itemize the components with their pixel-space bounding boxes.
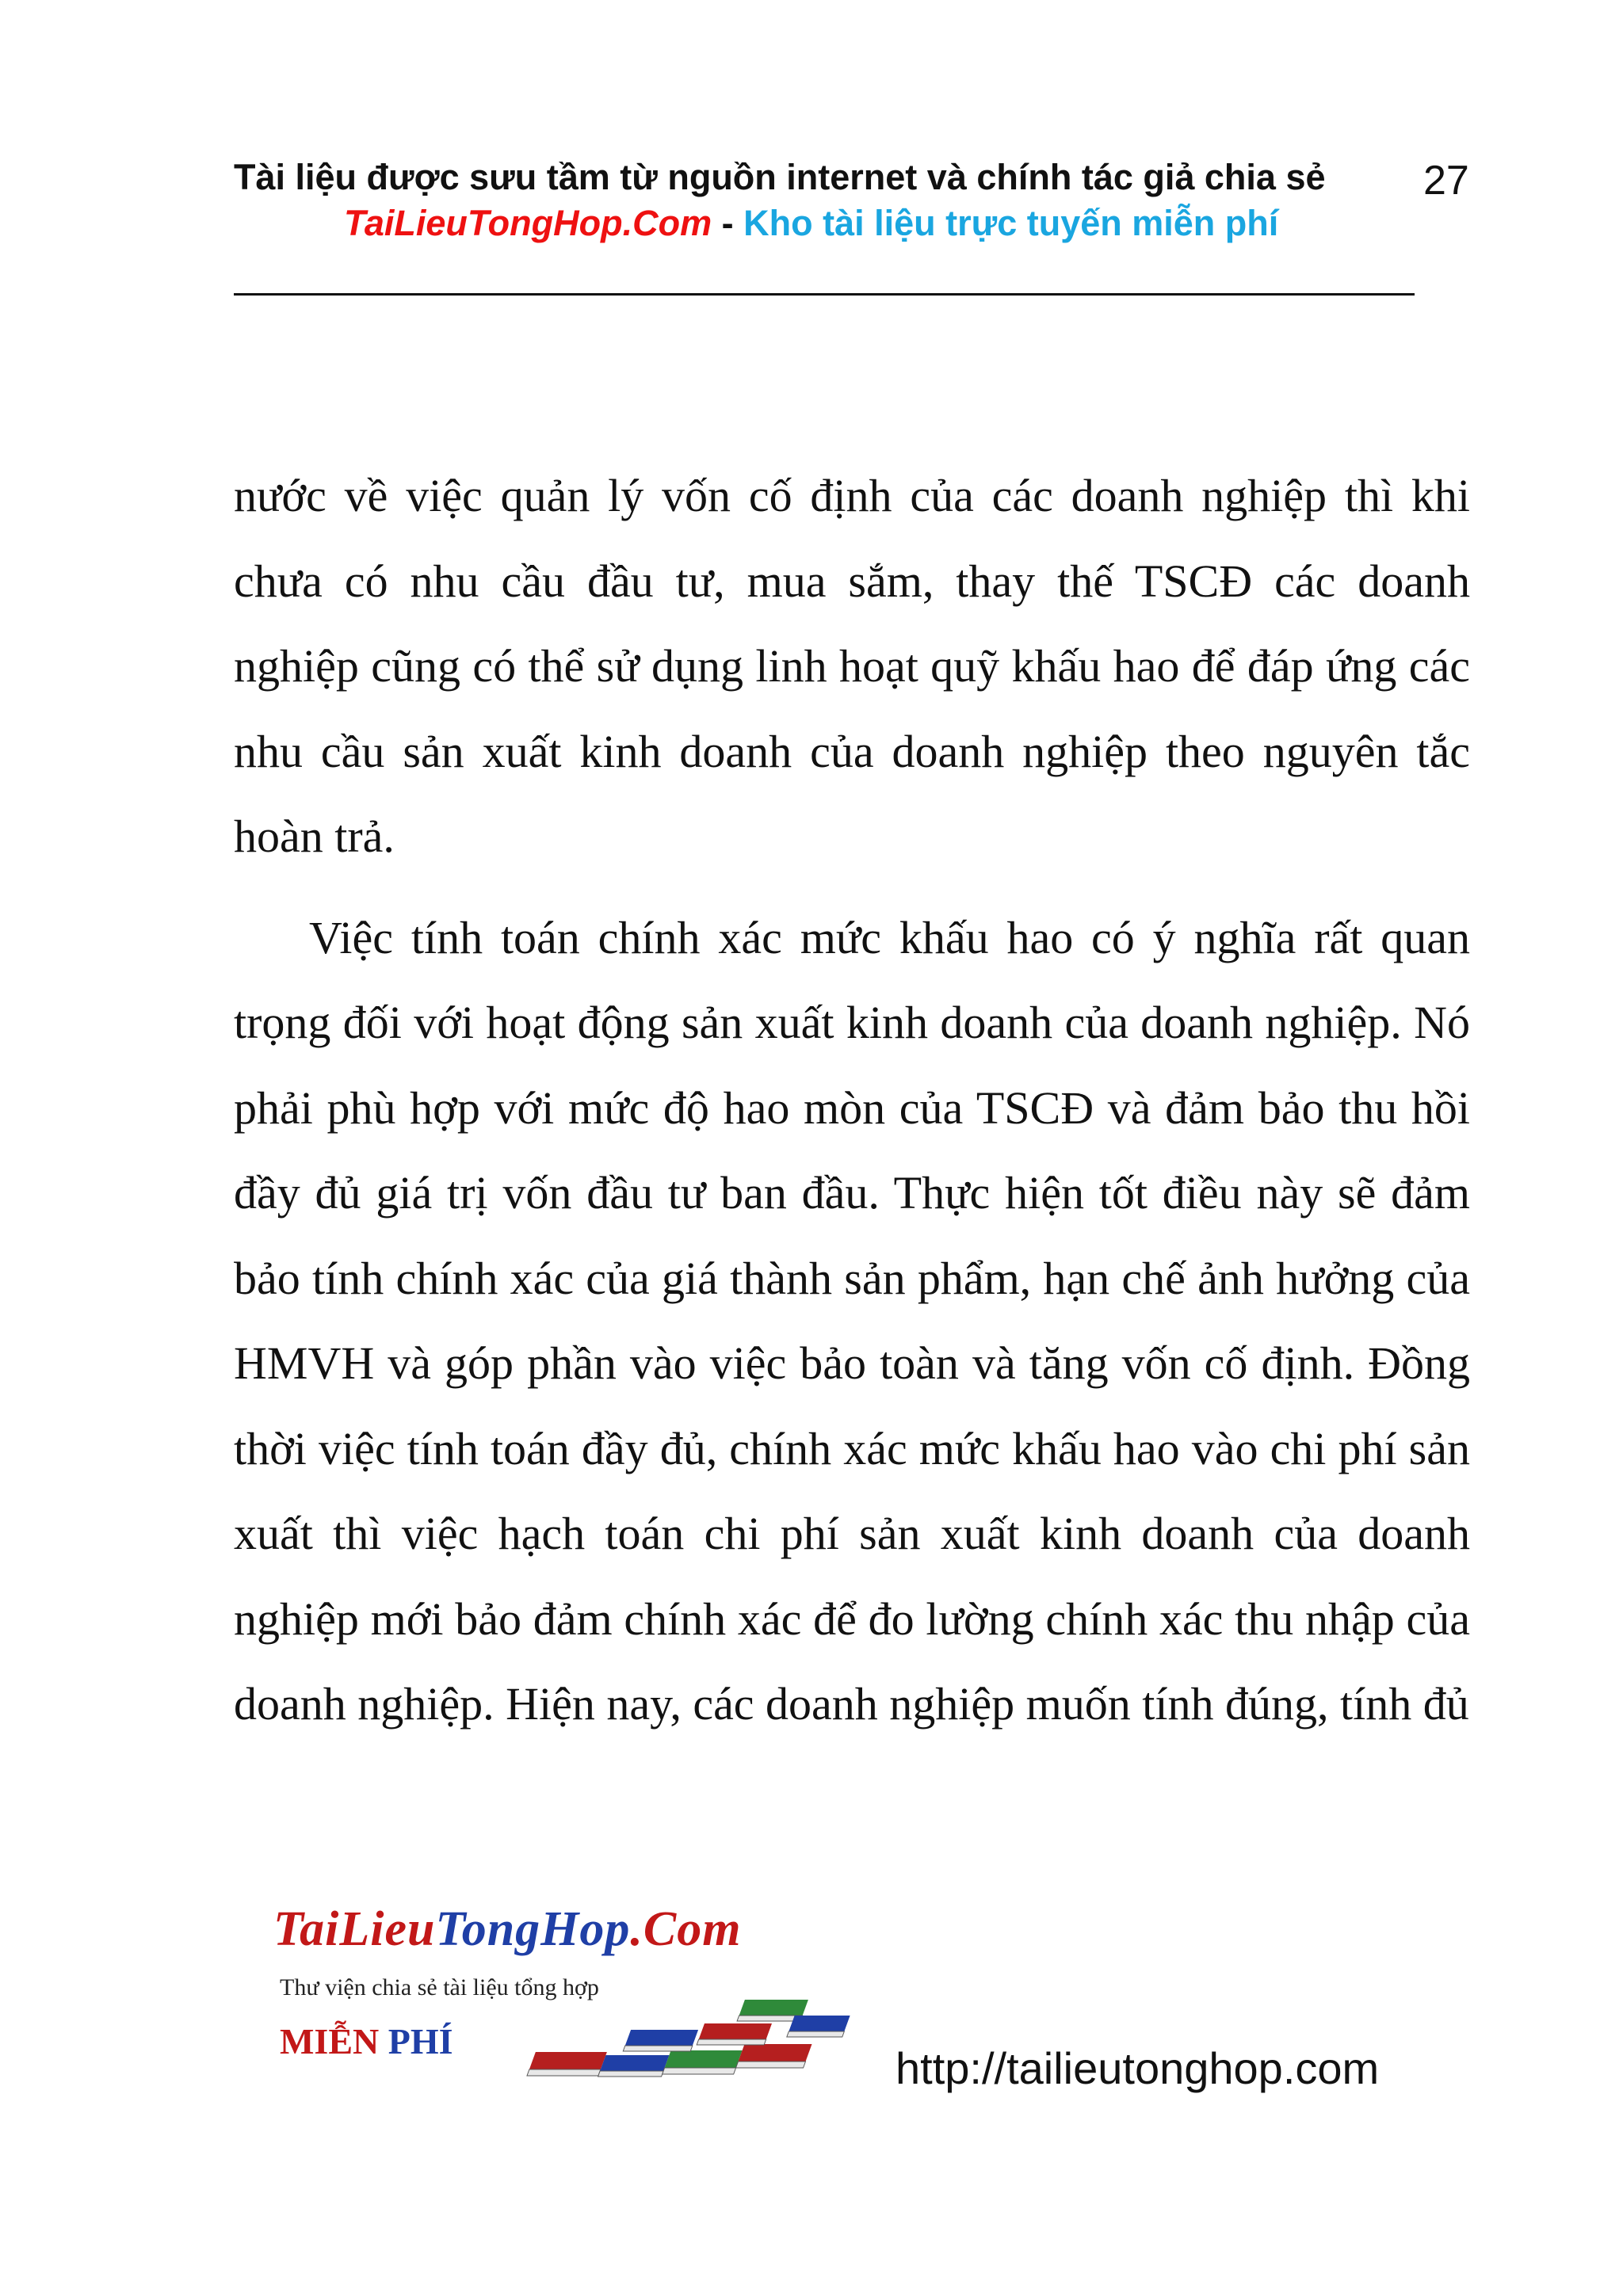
books-icon [511, 1989, 884, 2092]
page-number: 27 [1423, 158, 1469, 204]
header-source-note: Tài liệu được sưu tầm từ nguồn internet và chính tác giả chia sẻ [234, 157, 1326, 197]
paragraph-2: Việc tính toán chính xác mức khấu hao có ý nghĩa rất quan trọng đối với hoạt động sản xuất kinh doanh của doanh nghiệp. Nó phải phù hợp với mức độ hao mòn của TSCĐ và đảm bảo thu hồi đầy đủ giá trị vốn đầu tư ban đầu. Thực hiện tốt điều này sẽ đảm bảo tính chính xác của giá thành sản phẩm, hạn chế ảnh hưởng của HMVH và góp phần vào việc bảo toàn và tăng vốn cố định. Đồng thời việc tính toán đầy đủ, chính xác mức khấu hao vào chi phí sản xuất thì việc hạch toán chi phí sản xuất kinh doanh của doanh nghiệp mới bảo đảm chính xác để đo lường chính xác thu nhập của doanh nghiệp. Hiện nay, các doanh nghiệp muốn tính đúng, tính đủ [234, 911, 1470, 1730]
site-logo[interactable] [273, 1901, 892, 2092]
header-site-line [344, 201, 1453, 246]
logo-subtitle: Thư viện chia sẻ tài liệu tổng hợp [280, 1974, 599, 2000]
header-site-name[interactable]: TaiLieuTongHop.Com [344, 203, 712, 243]
header-tagline: Kho tài liệu trực tuyến miễn phí [743, 203, 1279, 243]
header-divider [234, 293, 1415, 296]
logo-free-word2: PHÍ [379, 2021, 453, 2061]
logo-wordmark [273, 1901, 742, 1957]
logo-free-label [280, 2020, 453, 2062]
logo-wordmark-part1: TaiLieu [273, 1902, 436, 1956]
logo-free-word1: MIỄN [280, 2021, 380, 2061]
header-separator: - [712, 203, 744, 243]
logo-wordmark-part2: TongHop [435, 1902, 631, 1956]
paragraph-1: nước về việc quản lý vốn cố định của các doanh nghiệp thì khi chưa có nhu cầu đầu tư, mua sắm, thay thế TSCĐ các doanh nghiệp cũng có thể sử dụng linh hoạt quỹ khấu hao để đáp ứng các nhu cầu sản xuất kinh doanh của doanh nghiệp theo nguyên tắc hoàn trả. [234, 470, 1470, 862]
logo-wordmark-part3: .Com [630, 1902, 742, 1956]
footer-url-link[interactable]: http://tailieutonghop.com [896, 2043, 1380, 2093]
body-text [234, 453, 1470, 1747]
